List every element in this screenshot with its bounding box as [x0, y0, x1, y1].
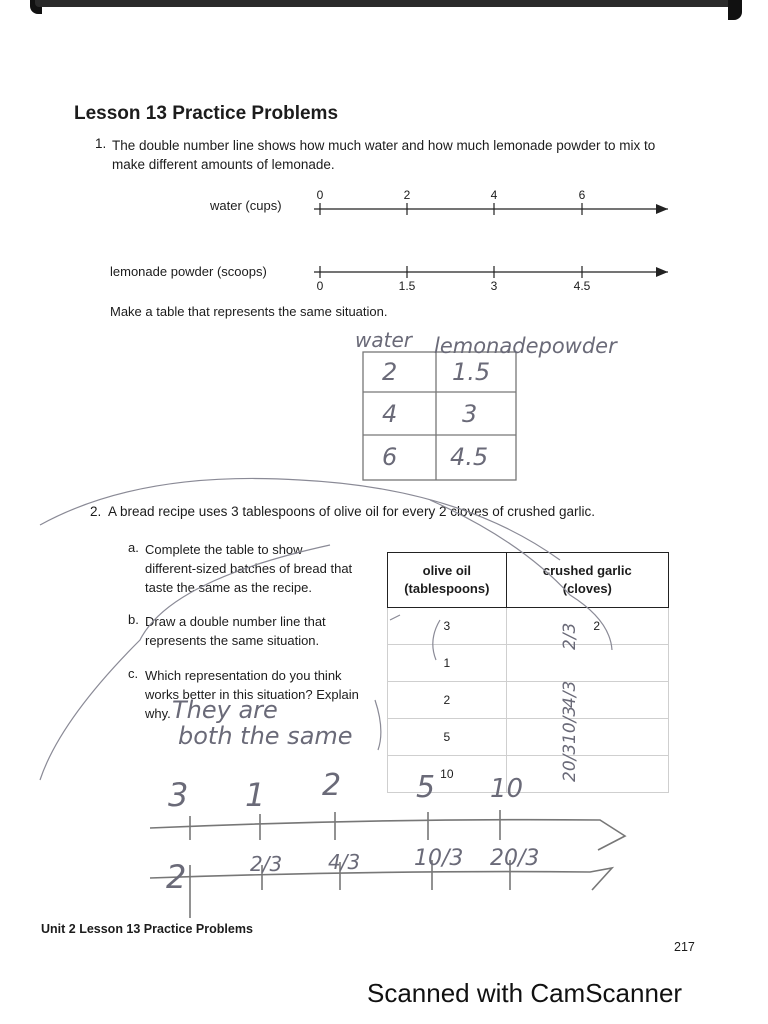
powder-tick-label: 4.5 [573, 279, 591, 293]
hw-garlic: 20/3 [560, 743, 580, 782]
part-b-line: represents the same situation. [145, 633, 320, 648]
page-number: 217 [674, 940, 695, 954]
hw-bracket [433, 620, 440, 660]
olive-oil-cell: 3 [388, 608, 507, 645]
hw-nl-top: 10 [490, 774, 524, 804]
water-tick-label: 2 [403, 188, 411, 202]
hw-cell: 6 [382, 443, 398, 471]
olive-oil-cell: 2 [388, 682, 507, 719]
hw-nl-bottom: 10/3 [414, 846, 464, 871]
part-c-line: Which representation do you think [145, 668, 342, 683]
hw-nl-bottom: 20/3 [490, 846, 540, 871]
part-a-letter: a. [128, 540, 139, 555]
problem-2-number: 2. [90, 504, 102, 519]
hw-curve [375, 700, 381, 750]
hw-curve [40, 478, 560, 560]
garlic-unit: (cloves) [562, 581, 612, 596]
part-b-line: Draw a double number line that [145, 614, 326, 629]
problem-2-text: A bread recipe uses 3 tablespoons of olive oil for every 2 cloves of crushed garlic. [108, 504, 596, 519]
hw-cell: 2 [382, 358, 398, 386]
hw-nl-bottom: 4/3 [328, 850, 361, 874]
water-tick-label: 4 [490, 188, 498, 202]
powder-tick-label: 1.5 [398, 279, 416, 293]
hw-cell: 1.5 [452, 358, 491, 386]
water-tick-label: 0 [316, 188, 324, 202]
part-a-line: taste the same as the recipe. [145, 580, 312, 595]
problem-1-number: 1. [95, 136, 107, 151]
hw-cell: 4 [382, 400, 398, 428]
hw-garlic: 2/3 [560, 622, 580, 650]
part-a-line: different-sized batches of bread that [145, 561, 353, 576]
olive-oil-cell: 10 [388, 756, 507, 793]
powder-tick-label: 3 [490, 279, 498, 293]
hw-number-line-top [150, 820, 625, 850]
hw-curve [430, 500, 612, 650]
hw-cell: 3 [462, 400, 478, 428]
part-c-line: why. [145, 706, 171, 721]
olive-oil-unit: (tablespoons) [404, 581, 490, 596]
water-label: water (cups) [210, 198, 282, 213]
camscanner-watermark: Scanned with CamScanner [367, 978, 683, 1008]
olive-oil-header: olive oil [422, 563, 472, 578]
garlic-header: crushed garlic [542, 563, 632, 578]
powder-label: lemonade powder (scoops) [110, 264, 267, 279]
part-b-letter: b. [128, 612, 139, 627]
part-a-line: Complete the table to show [145, 542, 303, 557]
hw-nl-top: 1 [245, 776, 266, 814]
hw-header-powder: lemonadepowder [434, 334, 617, 358]
part-c-line: works better in this situation? Explain [145, 687, 359, 702]
olive-oil-cell: 5 [388, 719, 507, 756]
hw-curve [40, 545, 330, 780]
water-tick-label: 6 [578, 188, 586, 202]
part-c-letter: c. [128, 666, 139, 681]
instruction-text: Make a table that represents the same situation. [110, 304, 388, 319]
hw-nl-top: 2 [322, 768, 342, 803]
hw-mark [390, 615, 400, 620]
hw-answer: They are [172, 696, 278, 724]
hw-nl-bottom: 2 [166, 858, 187, 896]
footer-title: Unit 2 Lesson 13 Practice Problems [41, 922, 253, 936]
powder-tick-label: 0 [316, 279, 324, 293]
hw-nl-top: 5 [416, 770, 436, 805]
hw-answer: both the same [178, 722, 353, 750]
lesson-title: Lesson 13 Practice Problems [74, 103, 339, 124]
hw-cell: 4.5 [450, 443, 489, 471]
hw-garlic: 10/3 [560, 705, 580, 744]
hw-nl-top: 3 [168, 776, 189, 814]
hw-header-water: water [355, 328, 412, 352]
hw-nl-bottom: 2/3 [250, 852, 283, 876]
garlic-cell: 2 [506, 608, 668, 645]
hw-garlic: 4/3 [560, 680, 580, 708]
problem-1-text: The double number line shows how much water and how much lemonade powder to mix to make different amounts of lemonade. [112, 138, 656, 172]
olive-oil-cell: 1 [388, 645, 507, 682]
hw-number-line-bottom [150, 868, 612, 890]
